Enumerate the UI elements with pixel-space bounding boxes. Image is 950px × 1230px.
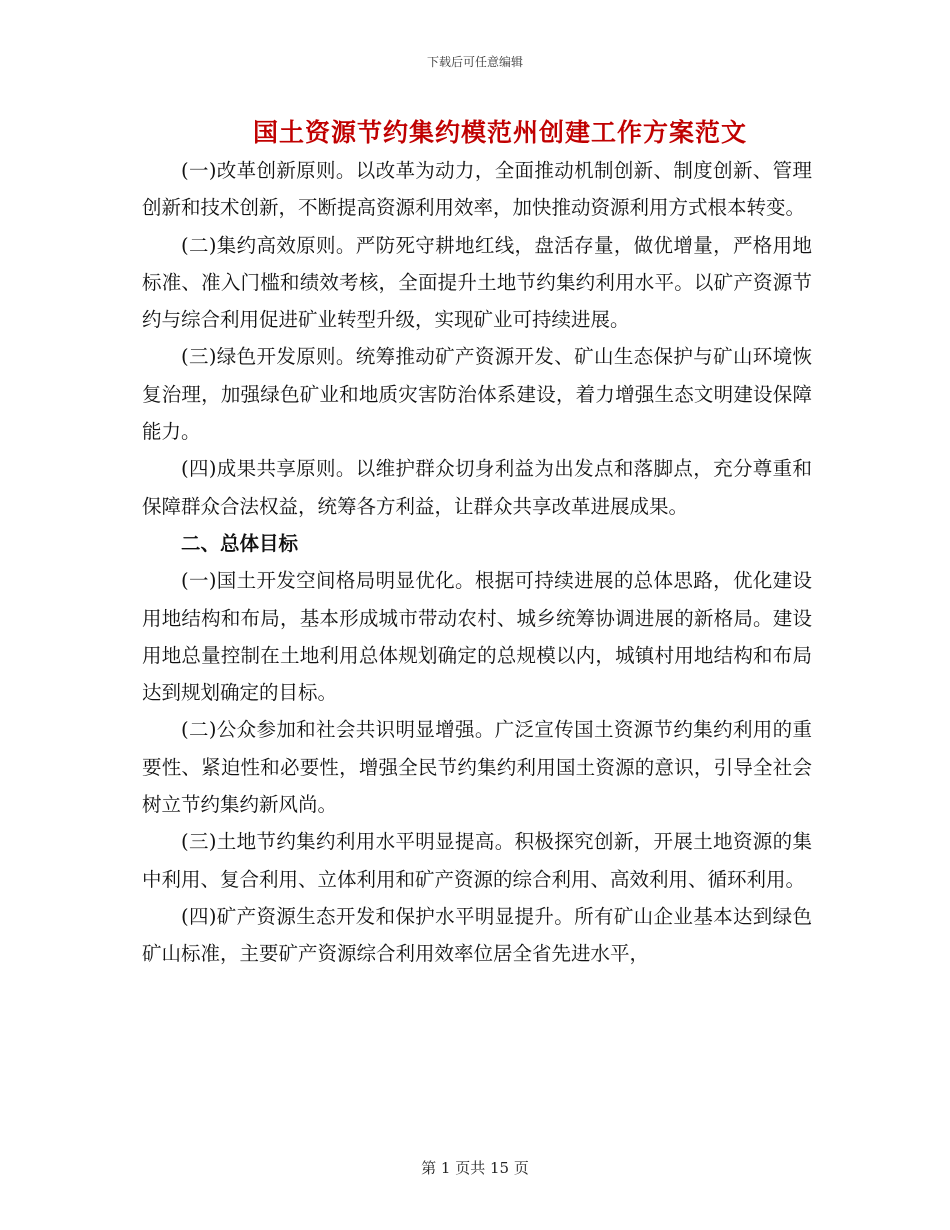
paragraph-goal-public-participation: (二)公众参加和社会共识明显增强。广泛宣传国土资源节约集约利用的重要性、紧迫性和必要性，增强全民节约集约利用国土资源的意识，引导全社会树立节约集约新风尚。 bbox=[142, 718, 812, 817]
section-heading-overall-goals: 二、总体目标 bbox=[181, 531, 299, 555]
paragraph-goal-mineral-resources: (四)矿产资源生态开发和保护水平明显提升。所有矿山企业基本达到绿色矿山标准，主要矿产资源综合利用效率位居全省先进水平， bbox=[142, 904, 812, 966]
document-title: 国土资源节约集约模范州创建工作方案范文 bbox=[252, 118, 747, 147]
page-header-note: 下载后可任意编辑 bbox=[426, 55, 523, 69]
paragraph-principle-intensive: (二)集约高效原则。严防死守耕地红线，盘活存量，做优增量，严格用地标准、准入门槛和绩效考核，全面提升土地节约集约利用水平。以矿产资源节约与综合利用促进矿业转型升级，实现矿业可持续进展。 bbox=[142, 233, 812, 332]
paragraph-goal-land-efficiency: (三)土地节约集约利用水平明显提高。积极探究创新，开展土地资源的集中利用、复合利用、立体利用和矿产资源的综合利用、高效利用、循环利用。 bbox=[142, 830, 812, 891]
paragraph-principle-sharing: (四)成果共享原则。以维护群众切身利益为出发点和落脚点，充分尊重和保障群众合法权益，统筹各方利益，让群众共享改革进展成果。 bbox=[142, 457, 812, 518]
paragraph-principle-reform: (一)改革创新原则。以改革为动力，全面推动机制创新、制度创新、管理创新和技术创新，不断提高资源利用效率，加快推动资源利用方式根本转变。 bbox=[142, 159, 812, 220]
paragraph-principle-green: (三)绿色开发原则。统筹推动矿产资源开发、矿山生态保护与矿山环境恢复治理，加强绿色矿业和地质灾害防治体系建设，着力增强生态文明建设保障能力。 bbox=[142, 345, 812, 444]
document-body bbox=[142, 152, 812, 973]
page-number-footer: 第 1 页共 15 页 bbox=[421, 1159, 529, 1177]
paragraph-goal-spatial-layout: (一)国土开发空间格局明显优化。根据可持续进展的总体思路，优化建设用地结构和布局，基本形成城市带动农村、城乡统筹协调进展的新格局。建设用地总量控制在土地利用总体规划确定的总规模以内，城镇村用地结构和布局达到规划确定的目标。 bbox=[142, 569, 812, 705]
